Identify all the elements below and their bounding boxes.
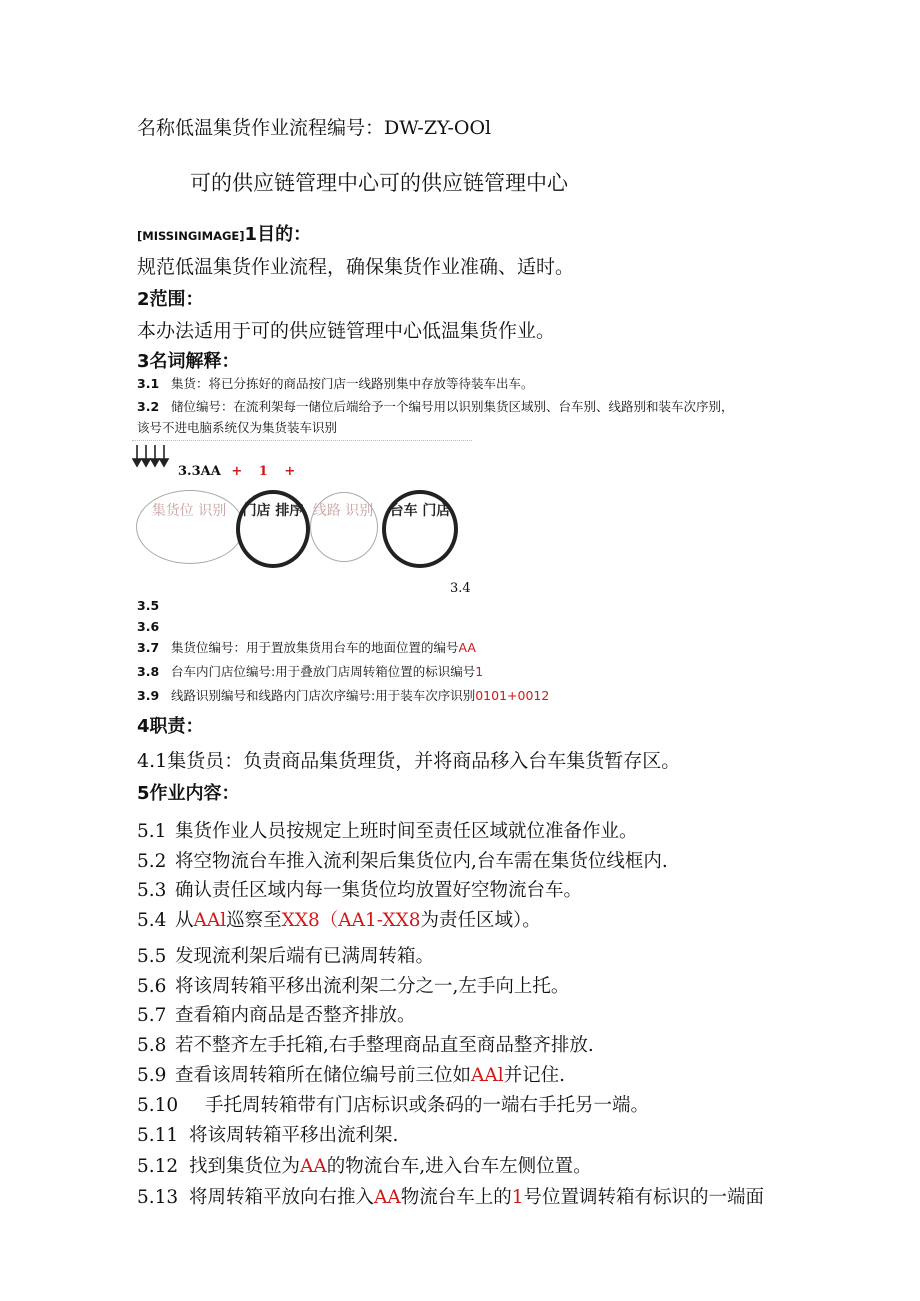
diagram-plus: + (231, 464, 243, 479)
circle-label: 门店 排序 (242, 503, 304, 519)
missing-image-tag: [MISSINGIMAGE] (137, 229, 245, 243)
diagram-caption: 3.4 (450, 581, 471, 596)
step-code: 1 (511, 1187, 524, 1208)
item-text: 集货：将已分拣好的商品按门店一线路别集中存放等待装车出车。 (171, 376, 534, 391)
step-number: 5.8 (137, 1035, 167, 1056)
item-text: 储位编号：在流利架每一储位后端给予一个编号用以识别集货区域别、台车别、线路别和装车次序别， (171, 399, 734, 414)
section-1-title: 1目的： (244, 224, 312, 245)
step-text: 确认责任区域内每一集货位均放置好空物流台车。 (175, 880, 583, 901)
circle-label: 线路 识别 (312, 503, 374, 519)
step-number: 5.4 (137, 910, 167, 931)
step-text: 查看该周转箱所在储位编号前三位如 (175, 1065, 472, 1086)
step-number: 5.2 (137, 851, 167, 872)
procedure-step (137, 1183, 764, 1209)
procedure-step (137, 1001, 416, 1027)
definition-item (137, 638, 476, 656)
definition-item (137, 662, 483, 680)
item-number: 3.2 (137, 399, 160, 414)
item-text: 台车内门店位编号:用于叠放门店周转箱位置的标识编号 (171, 664, 476, 679)
item-code: AA (458, 640, 476, 655)
section-3-heading: 3名词解释： (137, 351, 240, 372)
diagram-plus: + (284, 464, 296, 479)
step-text: 为责任区域）。 (420, 910, 541, 931)
procedure-step (137, 906, 541, 932)
down-arrows-icon (132, 443, 170, 469)
diagram-one: 1 (258, 464, 268, 479)
storage-code-diagram (132, 440, 472, 565)
step-text: 并记住. (503, 1065, 566, 1086)
step-text: 号位置调转箱有标识的一端面 (523, 1187, 765, 1208)
step-number: 5.11 (137, 1125, 179, 1146)
step-text: 手托周转箱带有门店标识或条码的一端右手托另一端。 (205, 1095, 650, 1116)
diagram-label (178, 464, 295, 479)
procedure-step (137, 876, 582, 902)
section-1-body: 规范低温集货作业流程，确保集货作业准确、适时。 (137, 256, 575, 278)
procedure-step (137, 1031, 594, 1057)
section-2-heading: 2范围： (137, 289, 204, 310)
step-text: 将周转箱平放向右推入 (189, 1187, 375, 1208)
item-number: 3.8 (137, 664, 160, 679)
item-text: 线路识别编号和线路内门店次序编号:用于装车次序识别 (171, 688, 476, 703)
step-number: 5.7 (137, 1005, 167, 1026)
step-text: 若不整齐左手托箱,右手整理商品直至商品整齐排放. (175, 1035, 594, 1056)
step-text: 将该周转箱平移出流利架二分之一,左手向上托。 (175, 976, 570, 997)
definition-item-continuation: 该号不进电脑系统仅为集货装车识别 (137, 420, 338, 435)
item-text: 集货位编号：用于置放集货用台车的地面位置的编号 (171, 640, 459, 655)
definition-item (137, 598, 171, 613)
circle-label: 集货位 识别 (151, 503, 227, 519)
definition-item (137, 619, 171, 634)
document-code-label: 编号： (327, 117, 385, 139)
procedure-step (137, 972, 569, 998)
item-number: 3.5 (137, 598, 160, 613)
definition-item (137, 374, 534, 392)
step-code: AA (300, 1156, 327, 1177)
company-title: 可的供应链管理中心可的供应链管理中心 (190, 171, 568, 195)
procedure-step (137, 1061, 565, 1087)
step-number: 5.10 (137, 1095, 179, 1116)
step-text: 从 (175, 910, 194, 931)
diagram-label-prefix: 3.3AA (178, 464, 221, 479)
step-code: AA (374, 1187, 401, 1208)
step-text: 将空物流台车推入流利架后集货位内,台车需在集货位线框内. (175, 851, 668, 872)
step-text: 物流台车上的 (400, 1187, 512, 1208)
procedure-step (137, 1121, 398, 1147)
step-text: 找到集货位为 (189, 1156, 301, 1177)
document-code: DW-ZY-OOl (384, 117, 492, 139)
circle-label: 台车 门店 (389, 503, 451, 519)
procedure-step (137, 942, 434, 968)
step-number: 5.5 (137, 946, 167, 967)
section-4-heading: 4职责： (137, 716, 204, 737)
document-header (137, 113, 491, 140)
step-number: 5.9 (137, 1065, 167, 1086)
step-text: 发现流利架后端有已满周转箱。 (175, 946, 435, 967)
step-text: 的物流台车,进入台车左侧位置。 (326, 1156, 592, 1177)
step-code: AAl (193, 910, 227, 931)
step-number: 5.3 (137, 880, 167, 901)
step-text: 将该周转箱平移出流利架. (189, 1125, 399, 1146)
procedure-step (137, 1152, 592, 1178)
definition-item (137, 686, 549, 704)
step-code: AAl (471, 1065, 504, 1086)
step-number: 5.1 (137, 821, 167, 842)
procedure-step (137, 847, 668, 873)
item-code: 1 (475, 664, 484, 679)
step-text: 巡察至 (226, 910, 282, 931)
section-5-heading: 5作业内容： (137, 783, 240, 804)
procedure-step (137, 817, 638, 843)
item-number: 3.1 (137, 376, 160, 391)
section-2-body: 本办法适用于可的供应链管理中心低温集货作业。 (137, 320, 556, 342)
item-number: 3.9 (137, 688, 160, 703)
section-4-body: 4.1集货员：负责商品集货理货，并将商品移入台车集货暂存区。 (137, 750, 681, 772)
divider (132, 440, 472, 441)
item-number: 3.7 (137, 640, 160, 655)
definition-item (137, 397, 734, 415)
step-number: 5.12 (137, 1156, 179, 1177)
step-text: 查看箱内商品是否整齐排放。 (175, 1005, 416, 1026)
item-code: 0101+0012 (475, 688, 550, 703)
step-number: 5.6 (137, 976, 167, 997)
step-code: XX8（AA1-XX8 (281, 910, 421, 931)
section-1-heading (137, 220, 311, 246)
document-name: 名称低温集货作业流程 (137, 117, 328, 139)
item-number: 3.6 (137, 619, 160, 634)
procedure-step (137, 1091, 649, 1117)
step-number: 5.13 (137, 1187, 179, 1208)
step-text: 集货作业人员按规定上班时间至责任区域就位准备作业。 (175, 821, 638, 842)
